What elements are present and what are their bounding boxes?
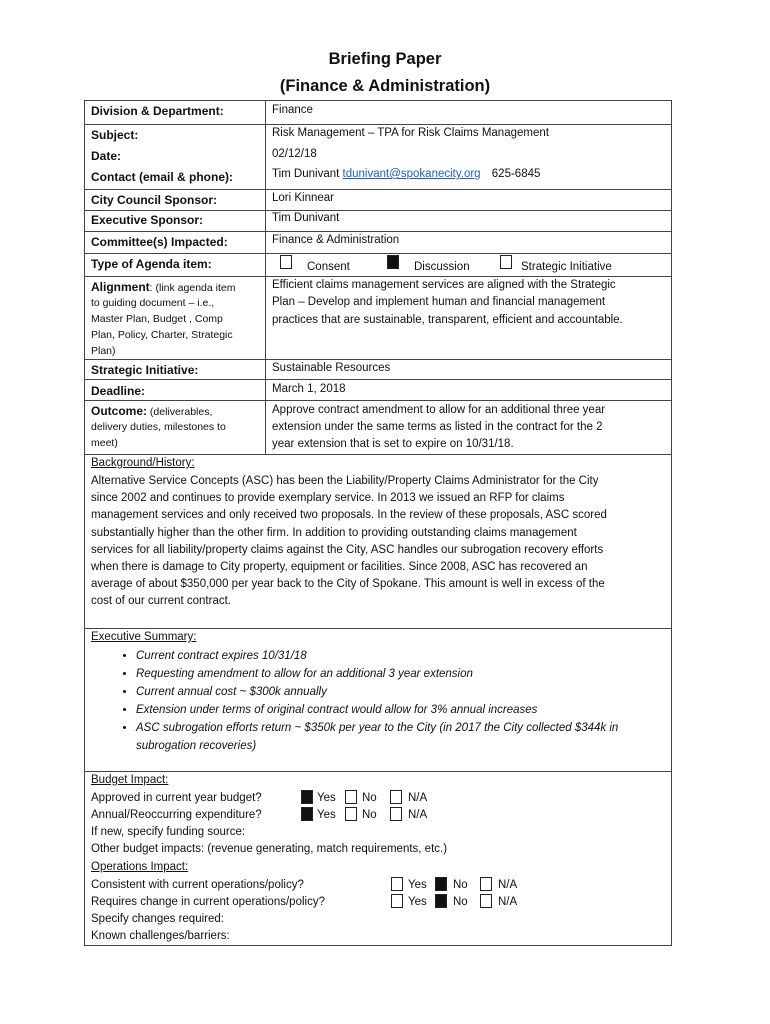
alignment-note-line: Plan) <box>91 345 116 357</box>
page-title: Briefing Paper <box>328 50 442 68</box>
background-line: since 2002 and continues to provide exemplary service. In 2013 we issued an RFP for claims <box>91 492 565 505</box>
row-divider <box>84 379 672 380</box>
row-divider <box>84 210 672 211</box>
agenda-type-label: Type of Agenda item: <box>91 257 212 271</box>
contact-email-link[interactable]: tdunivant@spokanecity.org <box>342 168 481 180</box>
background-line: services for all liability/property claims against the City, ASC handles our subrogation recovery efforts <box>91 543 604 556</box>
strategic-initiative-value: Sustainable Resources <box>272 362 391 374</box>
outcome-value-line: year extension that is set to expire on 10/31/18. <box>272 438 514 450</box>
yes-label: Yes <box>317 809 336 821</box>
budget-recurring-yes-checkbox[interactable] <box>301 807 313 821</box>
date-label: Date: <box>91 149 122 163</box>
summary-bullet: • Extension under terms of original contract would allow for 3% annual increases <box>136 701 676 719</box>
summary-bullet: • Current annual cost ~ $300k annually <box>136 683 676 701</box>
section-divider <box>84 628 672 629</box>
no-label: No <box>362 809 377 821</box>
na-label: N/A <box>498 879 518 891</box>
row-divider <box>84 359 672 360</box>
summary-bullet: • Requesting amendment to allow for an additional 3 year extension <box>136 665 676 683</box>
budget-question: Other budget impacts: (revenue generating, match requirements, etc.) <box>91 843 448 855</box>
row-divider <box>84 231 672 232</box>
budget-question: If new, specify funding source: <box>91 826 246 838</box>
discussion-label: Discussion <box>414 261 470 273</box>
budget-approved-no-checkbox[interactable] <box>345 790 357 804</box>
alignment-note-line: Master Plan, Budget , Comp <box>91 313 223 325</box>
background-heading: Background/History: <box>91 457 195 469</box>
alignment-value-line: Efficient claims management services are aligned with the Strategic <box>272 279 616 291</box>
no-label: No <box>453 896 468 908</box>
background-line: average of about $350,000 per year back to the City of Spokane. This amount is well in excess of the <box>91 578 605 591</box>
background-line: management services and only received two proposals. In the review of these proposals, ASC scored <box>91 509 607 522</box>
na-label: N/A <box>498 896 518 908</box>
na-label: N/A <box>408 809 428 821</box>
operations-question: Specify changes required: <box>91 913 224 925</box>
operations-question: Known challenges/barriers: <box>91 930 230 942</box>
ops-consistent-no-checkbox[interactable] <box>435 877 447 891</box>
na-label: N/A <box>408 792 428 804</box>
background-line: Alternative Service Concepts (ASC) has been the Liability/Property Claims Administrator for the City <box>91 475 599 487</box>
alignment-note-line: to guiding document – i.e., <box>91 297 215 309</box>
page-subtitle: (Finance & Administration) <box>279 77 491 95</box>
outcome-value-line: extension under the same terms as listed in the contract for the 2 <box>272 421 603 433</box>
background-paragraph <box>91 473 607 611</box>
subject-value: Risk Management – TPA for Risk Claims Management <box>272 127 549 139</box>
outcome-note-line: (deliverables, <box>147 406 213 418</box>
division-label: Division & Department: <box>91 104 224 118</box>
committee-value: Finance & Administration <box>272 234 400 246</box>
summary-bullet: • ASC subrogation efforts return ~ $350k per year to the City (in 2017 the City collected $344k in subrogation recoveries) <box>136 719 676 755</box>
alignment-value-line: practices that are sustainable, transparent, efficient and accountable. <box>272 314 623 326</box>
alignment-value-line: Plan – Develop and implement human and financial management <box>272 296 606 308</box>
no-label: No <box>362 792 377 804</box>
discussion-checkbox[interactable] <box>387 255 399 269</box>
outcome-note-line: delivery duties, milestones to <box>91 421 226 433</box>
contact-name: Tim Dunivant <box>272 168 340 180</box>
exec-sponsor-label: Executive Sponsor: <box>91 213 204 227</box>
yes-label: Yes <box>317 792 336 804</box>
outcome-label <box>91 404 212 420</box>
ops-consistent-na-checkbox[interactable] <box>480 877 492 891</box>
yes-label: Yes <box>408 879 427 891</box>
strategic-initiative-row-label: Strategic Initiative: <box>91 363 199 377</box>
executive-summary-list <box>108 647 676 755</box>
budget-impact-heading: Budget Impact: <box>91 774 169 786</box>
outcome-note-line: meet) <box>91 437 118 449</box>
division-value: Finance <box>272 104 313 116</box>
background-line: substantially higher than the other firm. In addition to providing outstanding claims management <box>91 526 577 539</box>
subject-label: Subject: <box>91 128 139 142</box>
row-divider <box>84 189 672 190</box>
strategic-initiative-checkbox[interactable] <box>500 255 512 269</box>
council-sponsor-value: Lori Kinnear <box>272 192 335 204</box>
row-divider <box>84 454 672 455</box>
ops-change-no-checkbox[interactable] <box>435 894 447 908</box>
background-line: cost of our current contract. <box>91 595 231 608</box>
budget-recurring-no-checkbox[interactable] <box>345 807 357 821</box>
executive-summary-heading: Executive Summary: <box>91 631 197 643</box>
alignment-note-line: : (link agenda item <box>149 282 236 294</box>
ops-consistent-yes-checkbox[interactable] <box>391 877 403 891</box>
date-value: 02/12/18 <box>272 148 317 160</box>
deadline-value: March 1, 2018 <box>272 383 346 395</box>
budget-question: Annual/Reoccurring expenditure? <box>91 809 262 821</box>
contact-label: Contact (email & phone): <box>91 170 234 184</box>
consent-checkbox[interactable] <box>280 255 292 269</box>
exec-sponsor-value: Tim Dunivant <box>272 212 340 224</box>
no-label: No <box>453 879 468 891</box>
consent-label: Consent <box>307 261 350 273</box>
yes-label: Yes <box>408 896 427 908</box>
deadline-label: Deadline: <box>91 384 146 398</box>
alignment-label <box>91 280 235 296</box>
operations-impact-heading: Operations Impact: <box>91 861 189 873</box>
summary-bullet: • Current contract expires 10/31/18 <box>136 647 676 665</box>
alignment-title: Alignment <box>91 280 150 294</box>
row-divider <box>84 400 672 401</box>
background-line: when there is damage to City property, equipment or facilities. Since 2008, ASC has recovered an <box>91 561 588 574</box>
operations-question: Requires change in current operations/policy? <box>91 896 325 908</box>
committee-label: Committee(s) Impacted: <box>91 235 228 249</box>
budget-recurring-na-checkbox[interactable] <box>390 807 402 821</box>
row-divider <box>84 276 672 277</box>
outcome-value-line: Approve contract amendment to allow for an additional three year <box>272 404 606 416</box>
ops-change-na-checkbox[interactable] <box>480 894 492 908</box>
budget-approved-na-checkbox[interactable] <box>390 790 402 804</box>
row-divider <box>84 124 672 125</box>
section-divider <box>84 771 672 772</box>
alignment-note-line: Plan, Policy, Charter, Strategic <box>91 329 233 341</box>
outcome-title: Outcome: <box>91 404 148 418</box>
operations-question: Consistent with current operations/policy? <box>91 879 304 891</box>
budget-question: Approved in current year budget? <box>91 792 262 804</box>
contact-phone: 625-6845 <box>491 168 541 180</box>
row-divider <box>84 253 672 254</box>
ops-change-yes-checkbox[interactable] <box>391 894 403 908</box>
council-sponsor-label: City Council Sponsor: <box>91 193 217 207</box>
strategic-initiative-label: Strategic Initiative <box>521 261 612 273</box>
budget-approved-yes-checkbox[interactable] <box>301 790 313 804</box>
contact-value <box>272 168 540 182</box>
